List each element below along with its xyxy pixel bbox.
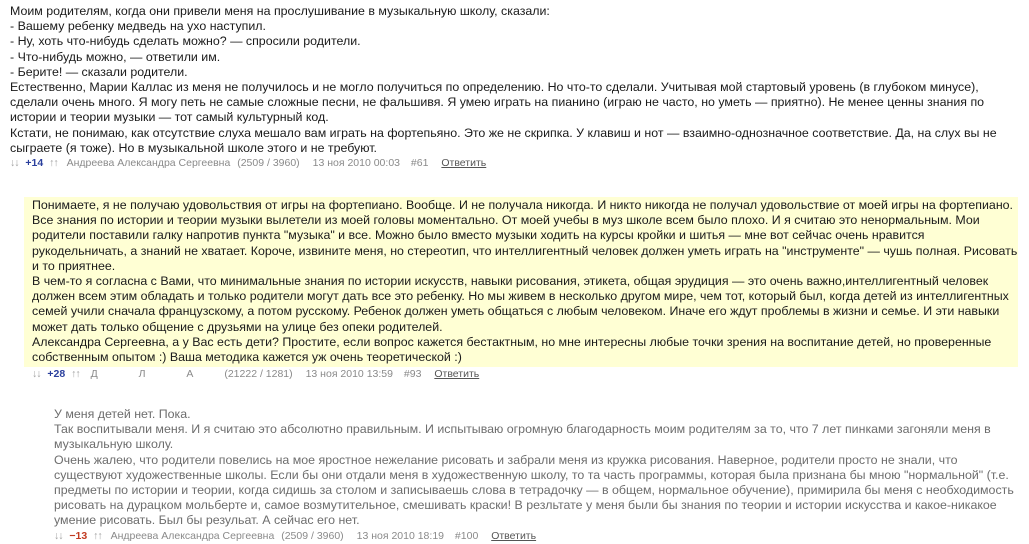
comment-text: [24, 197, 1018, 367]
comment-meta: [54, 529, 1022, 543]
comment-61: [10, 4, 1025, 170]
reply-link[interactable]: Ответить: [491, 529, 537, 542]
comment-author[interactable]: Андреева Александра Сергеевна: [110, 529, 275, 542]
comment-number[interactable]: #100: [454, 529, 479, 542]
comment-score: −13: [69, 529, 88, 542]
vote-up-icon[interactable]: ↑↑: [71, 368, 80, 381]
comment-meta: [24, 367, 1018, 381]
comment-line: У меня детей нет. Пока.: [54, 407, 191, 421]
reply-link[interactable]: Ответить: [441, 157, 487, 170]
comment-line: Моим родителям, когда они привели меня на прослушивание в музыкальную школу, сказали:: [10, 4, 550, 18]
author-stats: (21222 / 1281): [224, 368, 293, 381]
comment-date: 13 ноя 2010 13:59: [305, 368, 393, 381]
comment-line: - Что-нибудь можно, — ответили им.: [10, 49, 221, 64]
comment-number[interactable]: #93: [403, 368, 422, 381]
comment-line: Очень жалею, что родители повелись на мое яростное нежелание рисовать и забрали меня из кружка рисования. Наверное, родители просто не знали, что существуют художественные школы. Если бы они отдали меня в художественную школу, то та часть программы, которая была признана бы мною "нормальной" (т.е. предметы по истории и теории, когда сидишь за столом и записываешь слова в тетрадочку — в общем, нормальное обучение), примирила бы меня с необходимость рисовать на дурацком мольберте и, самое возмутительное, смешивать краски! В резльтате у меня были бы знания по теории и истории искусства и какое-никакое умение рисовать. Был бы резульат. А сейчас его нет.: [54, 452, 1014, 528]
author-stats: (2509 / 3960): [237, 157, 300, 170]
comment-number[interactable]: #61: [410, 157, 429, 170]
comment-meta: [10, 156, 1025, 170]
vote-down-icon[interactable]: ↓↓: [54, 529, 63, 542]
comment-line: Понимаете, я не получаю удовольствия от игры на фортепиано. Вообще. И не получала никогда. И никто никогда не получал удовольствие от моей игры на фортепиано. Все знания по истории и теории музыки вылетели из моей головы моментально. От моей учебы в муз школе всем было плохо. И я считаю это ненормальным. Мои родители поставили галку напротив пункта "музыка" и все. Можно было вместо музыки ходить на курсы кройки и шитья — мне вот сейчас очень нравится рукодельничать, а знаний не хватает. Короче, извините меня, но стереотип, что интеллигентный человек должен уметь играть на "инструменте" — чушь полная. Рисовать и то приятнее.: [32, 198, 1018, 273]
vote-up-icon[interactable]: ↑↑: [93, 529, 102, 542]
comment-date: 13 ноя 2010 00:03: [312, 157, 400, 170]
comment-author[interactable]: Д Л А: [90, 368, 194, 381]
comment-line: - Ну, хоть что-нибудь сделать можно? — спросили родители.: [10, 34, 361, 49]
reply-link[interactable]: Ответить: [434, 368, 480, 381]
comment-date: 13 ноя 2010 18:19: [356, 529, 444, 542]
vote-down-icon[interactable]: ↓↓: [32, 368, 41, 381]
comment-line: Александра Сергеевна, а у Вас есть дети? Простите, если вопрос кажется бестактным, но мне интересны любые точки зрения на воспитание детей, но проверенные собственным опытом :) Ваша методика кажется уж очень теоретической :): [32, 334, 992, 365]
comment-text: [10, 4, 1025, 156]
author-stats: (2509 / 3960): [281, 529, 344, 542]
comment-line: - Вашему ребенку медведь на ухо наступил.: [10, 19, 266, 34]
comment-text: [54, 407, 1022, 529]
comment-line: Естественно, Марии Каллас из меня не получилось и не могло получиться по определению. Но что-то сделали. Учитывая мой стартовый уровень (в глубоком минусе), сделали очень много. Я могу петь не самые сложные песни, не фальшивя. Я умею играть на пианино (играю не часто, но уметь — приятно). Не менее ценны знания по истории и теории музыки — тот самый культурный код.: [10, 80, 985, 125]
comment-93: [24, 197, 1018, 381]
comment-line: Кстати, не понимаю, как отсутствие слуха мешало вам играть на фортепьяно. Это же не скрипка. У клавиш и нот — взаимно-однозначное соответствие. Да, на слух вы не сыграете (я тоже). Но в музыкальной школе этого и не требуют.: [10, 125, 997, 155]
comment-score: +14: [25, 157, 44, 170]
vote-down-icon[interactable]: ↓↓: [10, 157, 19, 170]
comment-score: +28: [47, 368, 66, 381]
comment-line: Так воспитывали меня. И я считаю это абсолютно правильным. И испытываю огромную благодарность моим родителям за то, что 7 лет пинками загоняли меня в музыкальную школу.: [54, 422, 991, 452]
vote-up-icon[interactable]: ↑↑: [49, 157, 58, 170]
comment-line: В чем-то я согласна с Вами, что минимальные знания по истории искусств, навыки рисования, этикета, общая эрудиция — это очень важно,интеллигентный человек должен всем этим обладать и только родители могут дать все это ребенку. Но мы живем в несколько другом мире, чем тот, который был, когда детей из интеллигентных семей учили сначала французскому, а потом русскому. Ребенок должен уметь общаться с любым человеком. Иначе его ждут проблемы в жизни и семье. И эти навыки может дать только общение с друзьями на улице без опеки родителей.: [32, 274, 1009, 334]
comment-line: - Берите! — сказали родители.: [10, 64, 188, 79]
comment-100: [54, 407, 1022, 543]
comment-author[interactable]: Андреева Александра Сергеевна: [66, 157, 231, 170]
